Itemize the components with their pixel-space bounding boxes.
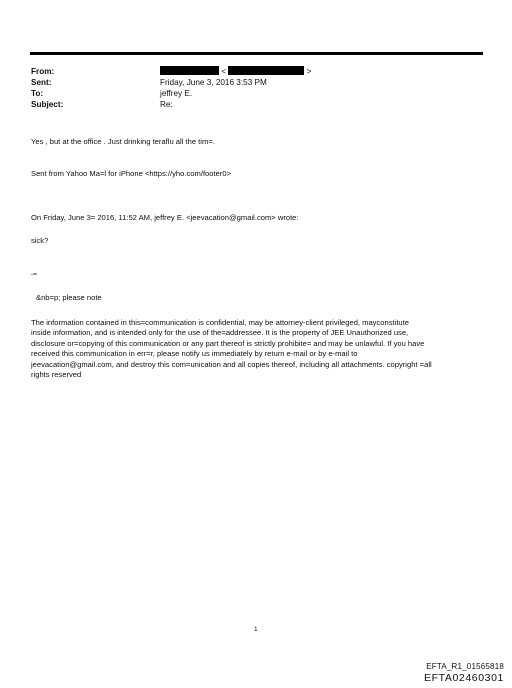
from-open-bracket: < bbox=[221, 67, 227, 76]
page-number: 1 bbox=[254, 626, 258, 633]
sent-label: Sent: bbox=[31, 78, 52, 87]
bates-stamp-primary: EFTA_R1_01565818 bbox=[426, 662, 504, 671]
mobile-signature: Sent from Yahoo Ma=l for iPhone <https://yho.com/footer0> bbox=[31, 169, 232, 178]
redaction-block bbox=[228, 66, 304, 75]
bates-stamp-secondary: EFTA02460301 bbox=[424, 672, 504, 684]
email-header bbox=[31, 66, 491, 114]
quote-intro: On Friday, June 3= 2016, 11:52 AM, jeffrey E. <jeevacation@gmail.com> wrote: bbox=[31, 213, 299, 222]
from-close-bracket: > bbox=[306, 67, 312, 76]
reply-text: Yes , but at the office . Just drinking teraflu all the tim=. bbox=[31, 137, 215, 146]
subject-value: Re: bbox=[160, 100, 173, 109]
separator-text: -= bbox=[31, 271, 37, 278]
please-note-line: &nb=p; please note bbox=[36, 293, 102, 302]
from-value bbox=[160, 66, 311, 77]
subject-label: Subject: bbox=[31, 100, 64, 109]
to-label: To: bbox=[31, 89, 44, 98]
quoted-message: sick? bbox=[31, 236, 49, 245]
confidentiality-disclaimer: The information contained in this=communication is confidential, may be attorney-client privileged, mayconstitute inside information, and is intended only for the use of the=addressee. It is the property of JEE Unauthorized use, disclosure or=copying of this communication or any part thereof is strictly prohibite= and may be unlawful. If you have received this communication in err=r, please notify us immediately by return e-mail or by e-mail to jeevacation@gmail.com, and destroy this com=unication and all copies thereof, including all attachments. copyright =all rights reserved bbox=[31, 318, 432, 380]
redaction-block bbox=[160, 66, 219, 75]
to-value: jeffrey E. bbox=[160, 89, 193, 98]
header-rule bbox=[30, 52, 483, 55]
from-label: From: bbox=[31, 67, 55, 76]
sent-value: Friday, June 3, 2016 3:53 PM bbox=[160, 78, 267, 87]
